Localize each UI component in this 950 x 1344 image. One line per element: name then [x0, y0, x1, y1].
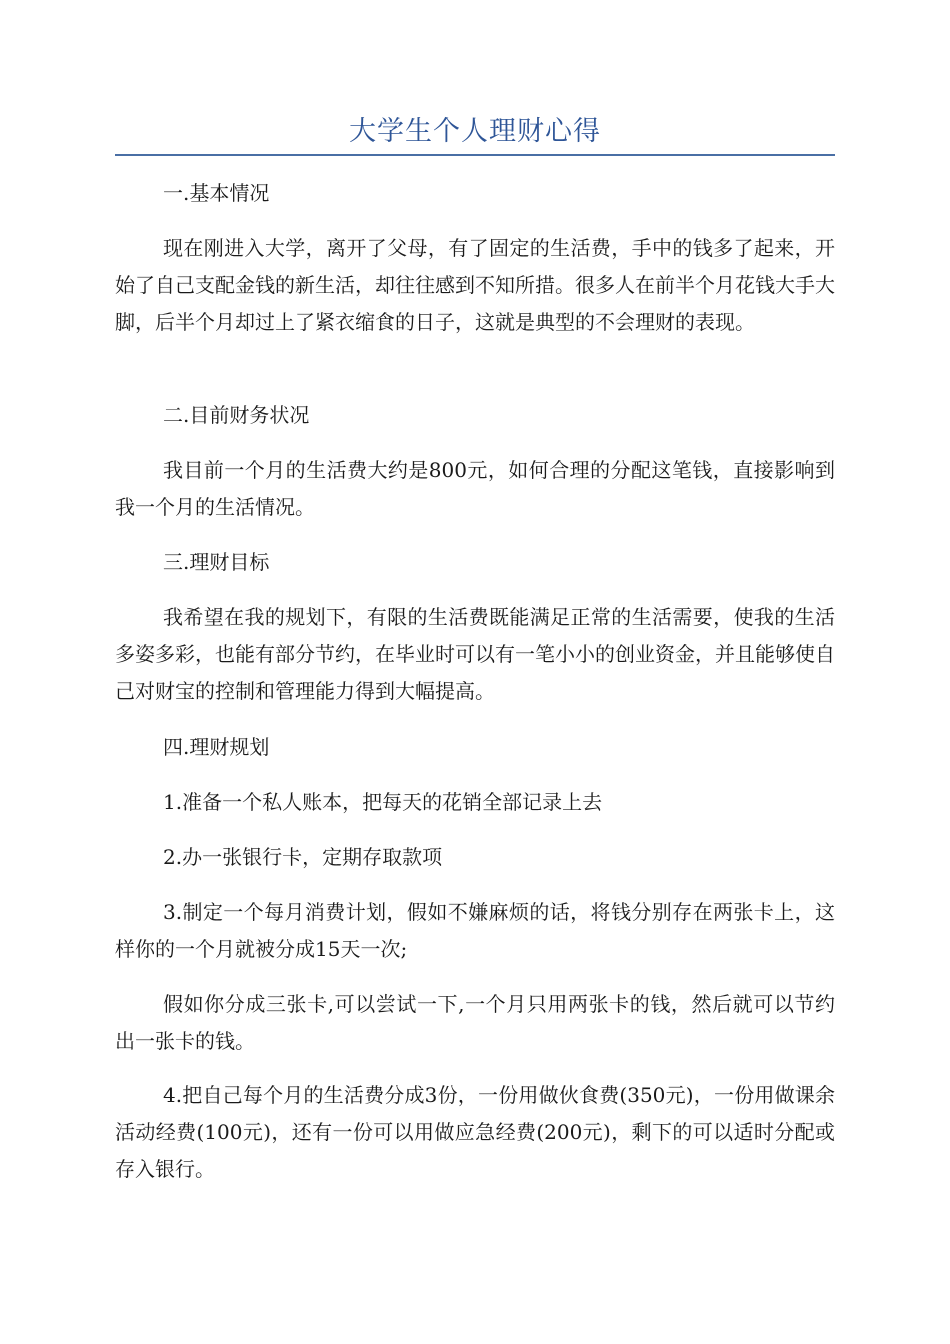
- document-title: 大学生个人理财心得: [349, 116, 601, 147]
- plan-item-2: 2.办一张银行卡，定期存取款项: [163, 845, 443, 869]
- section-2-heading: 二.目前财务状况: [163, 403, 310, 427]
- plan-item-4: 4.把自己每个月的生活费分成3份，一份用做伙食费(350元)，一份用做课余活动经费(100元)，还有一份可以用做应急经费(200元)，剩下的可以适时分配或存入银行。: [115, 1083, 835, 1181]
- section-2-body: 我目前一个月的生活费大约是800元，如何合理的分配这笔钱，直接影响到我一个月的生活情况。: [115, 458, 835, 519]
- plan-item-3: 3.制定一个每月消费计划，假如不嫌麻烦的话，将钱分别存在两张卡上，这样你的一个月就被分成15天一次;: [115, 900, 835, 961]
- section-3-heading: 三.理财目标: [163, 550, 270, 574]
- section-1-heading: 一.基本情况: [163, 181, 270, 205]
- section-4-heading: 四.理财规划: [163, 735, 270, 759]
- plan-item-3-continued: 假如你分成三张卡,可以尝试一下,一个月只用两张卡的钱，然后就可以节约出一张卡的钱。: [115, 992, 835, 1053]
- section-3-body: 我希望在我的规划下，有限的生活费既能满足正常的生活需要，使我的生活多姿多彩，也能有部分节约，在毕业时可以有一笔小小的创业资金，并且能够使自己对财宝的控制和管理能力得到大幅提高。: [115, 605, 835, 703]
- section-1-body: 现在刚进入大学，离开了父母，有了固定的生活费，手中的钱多了起来，开始了自己支配金钱的新生活，却往往感到不知所措。很多人在前半个月花钱大手大脚，后半个月却过上了紧衣缩食的日子，这就是典型的不会理财的表现。: [115, 236, 835, 334]
- title-underline: [115, 154, 835, 156]
- plan-item-1: 1.准备一个私人账本，把每天的花销全部记录上去: [163, 790, 603, 814]
